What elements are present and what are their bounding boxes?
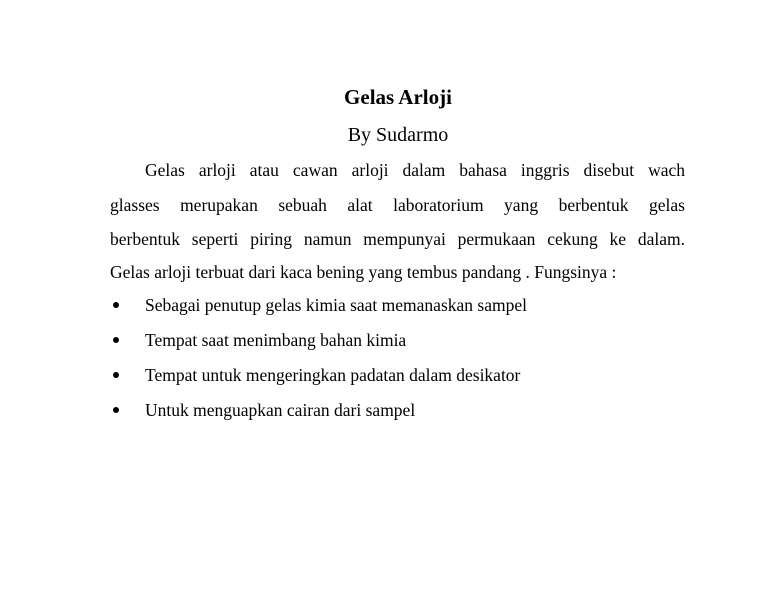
bullet-item xyxy=(110,399,685,421)
bullet-icon xyxy=(113,372,119,378)
bullet-text: Tempat untuk mengeringkan padatan dalam desikator xyxy=(145,365,521,385)
paragraph-line: Gelas arloji terbuat dari kaca bening yang tembus pandang . Fungsinya : xyxy=(110,262,617,282)
bullet-item xyxy=(110,329,685,351)
bullet-icon xyxy=(113,302,119,308)
bullet-item xyxy=(110,364,685,386)
bullet-icon xyxy=(113,407,119,413)
bullet-text: Untuk menguapkan cairan dari sampel xyxy=(145,400,416,420)
paragraph-line: berbentuk seperti piring namun mempunyai permukaan cekung ke dalam. xyxy=(110,229,685,249)
document-author: By Sudarmo xyxy=(347,124,449,146)
bullet-item xyxy=(110,294,685,316)
document-title: Gelas Arloji xyxy=(344,85,452,109)
bullet-text: Sebagai penutup gelas kimia saat memanaskan sampel xyxy=(145,295,527,315)
bullet-icon xyxy=(113,337,119,343)
paragraph-line: glasses merupakan sebuah alat laboratorium yang berbentuk gelas xyxy=(110,195,685,215)
bullet-text: Tempat saat menimbang bahan kimia xyxy=(145,330,407,350)
paragraph-line: Gelas arloji atau cawan arloji dalam bahasa inggris disebut wach xyxy=(145,160,685,180)
